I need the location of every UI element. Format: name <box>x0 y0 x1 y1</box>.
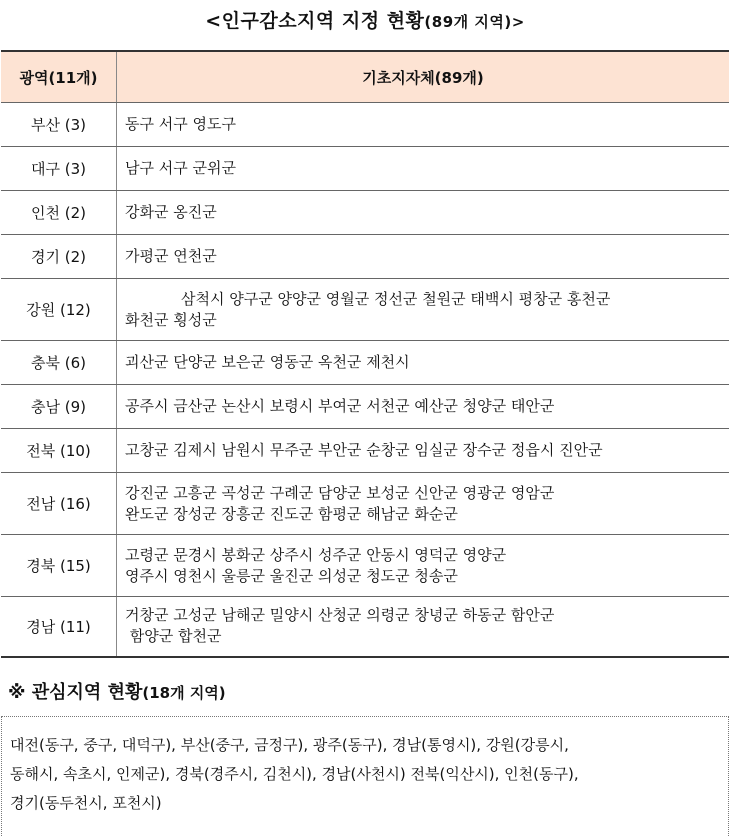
municipality-line: 강진군 고흥군 곡성군 구례군 담양군 보성군 신안군 영광군 영암군 <box>125 483 555 502</box>
municipality-line: 영주시 영천시 울릉군 울진군 의성군 청도군 청송군 <box>125 566 458 585</box>
table-row <box>1 341 729 385</box>
municipality-line: 가평군 연천군 <box>125 247 217 265</box>
interest-line: 동해시, 속초시, 인제군), 경북(경주시, 김천시), 경남(사천시) 전북(익산시), 인천(동구), <box>10 765 579 783</box>
interest-line: 대전(동구, 중구, 대덕구), 부산(중구, 금정구), 광주(동구), 경남(통영시), 강원(강릉시, <box>10 736 569 754</box>
table-row <box>1 147 729 191</box>
region-cell: 경남 (11) <box>1 597 117 657</box>
table-row <box>1 385 729 429</box>
municipality-line: 남구 서구 군위군 <box>125 159 236 177</box>
municipality-line: 고령군 문경시 봉화군 상주시 성주군 안동시 영덕군 영양군 <box>125 545 507 564</box>
region-cell: 강원 (12) <box>1 279 117 341</box>
municipality-cell <box>117 103 730 147</box>
table-row <box>1 535 729 597</box>
region-cell: 인천 (2) <box>1 191 117 235</box>
table-row <box>1 191 729 235</box>
population-decline-table <box>1 50 729 658</box>
header-province: 광역(11개) <box>1 51 117 103</box>
table-row <box>1 597 729 657</box>
municipality-cell <box>117 385 730 429</box>
table-row <box>1 279 729 341</box>
municipality-cell <box>117 341 730 385</box>
interest-line: 경기(동두천시, 포천시) <box>10 794 162 812</box>
municipality-cell <box>117 147 730 191</box>
municipality-line: 동구 서구 영도구 <box>125 115 236 133</box>
table-row <box>1 103 729 147</box>
region-cell: 부산 (3) <box>1 103 117 147</box>
region-cell: 경기 (2) <box>1 235 117 279</box>
municipality-cell <box>117 473 730 535</box>
table-header-row <box>1 51 729 103</box>
region-cell: 충북 (6) <box>1 341 117 385</box>
municipality-line: 함양군 합천군 <box>125 627 222 646</box>
municipality-cell <box>117 279 730 341</box>
municipality-line: 화천군 횡성군 <box>125 310 217 329</box>
municipality-line: 삼척시 양구군 양양군 영월군 정선군 철원군 태백시 평창군 홍천군 <box>181 289 611 308</box>
region-cell: 충남 (9) <box>1 385 117 429</box>
interest-region-box <box>1 716 729 836</box>
region-cell: 전남 (16) <box>1 473 117 535</box>
municipality-cell <box>117 235 730 279</box>
municipality-cell <box>117 597 730 657</box>
title-main: <인구감소지역 지정 현황 <box>205 10 425 32</box>
interest-title-count: (18개 지역) <box>142 684 226 702</box>
municipality-line: 공주시 금산군 논산시 보령시 부여군 서천군 예산군 청양군 태안군 <box>125 397 555 415</box>
municipality-line: 괴산군 단양군 보은군 영동군 옥천군 제천시 <box>125 353 410 371</box>
region-cell: 대구 (3) <box>1 147 117 191</box>
table-body <box>1 103 729 657</box>
municipality-line: 고창군 김제시 남원시 무주군 부안군 순창군 임실군 장수군 정읍시 진안군 <box>125 441 603 459</box>
interest-section-title <box>8 678 226 704</box>
header-municipality: 기초지자체(89개) <box>117 51 730 103</box>
page-title <box>0 6 730 33</box>
municipality-cell <box>117 191 730 235</box>
interest-title-main: ※ 관심지역 현황 <box>8 682 143 703</box>
municipality-cell <box>117 429 730 473</box>
municipality-cell <box>117 535 730 597</box>
region-cell: 경북 (15) <box>1 535 117 597</box>
municipality-line: 강화군 옹진군 <box>125 203 217 221</box>
title-count: (89개 지역)> <box>424 13 525 31</box>
table-row <box>1 429 729 473</box>
municipality-line: 완도군 장성군 장흥군 진도군 함평군 해남군 화순군 <box>125 504 458 523</box>
table-row <box>1 473 729 535</box>
municipality-line: 거창군 고성군 남해군 밀양시 산청군 의령군 창녕군 하동군 함안군 <box>125 606 555 625</box>
table-row <box>1 235 729 279</box>
region-cell: 전북 (10) <box>1 429 117 473</box>
